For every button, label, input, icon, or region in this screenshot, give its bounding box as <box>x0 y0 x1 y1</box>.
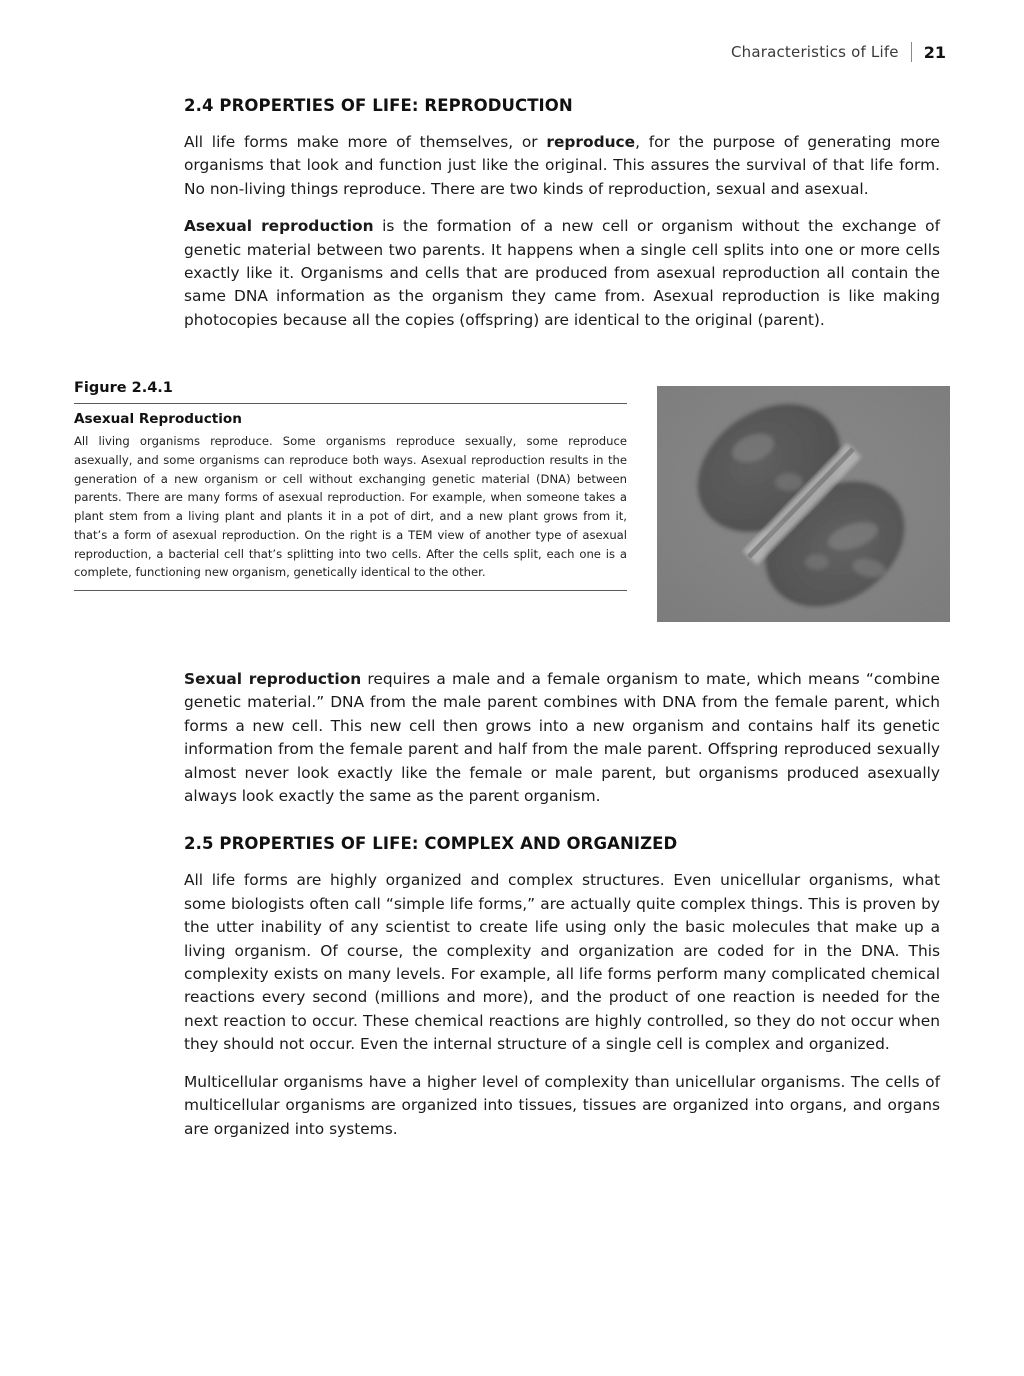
term-sexual-reproduction: Sexual reproduction <box>184 670 362 688</box>
paragraph-text-before: All life forms make more of themselves, or <box>184 133 547 151</box>
figure-rule-top <box>74 403 627 404</box>
section-complex-and-organized <box>184 668 940 1155</box>
paragraph-sexual-reproduction <box>184 668 940 808</box>
page-number: 21 <box>923 42 946 62</box>
paragraph-multicellular-organisms: Multicellular organisms have a higher level of complexity than unicellular organisms. The cells of multicellular organisms are organized into tissues, tissues are organized into organs, and organs are organized into systems. <box>184 1072 940 1138</box>
figure-caption-column <box>74 380 627 591</box>
term-asexual-reproduction: Asexual reproduction <box>184 217 374 236</box>
paragraph-sexual-text: requires a male and a female organism to mate, which means “combine genetic material.” DNA from the male parent combines with DNA from the female parent, which forms a new cell. This new cell then grows into a new organism and contains half its genetic information from the female parent and half from the male parent. Offspring reproduced sexually almost never look exactly like the female or male parent, but organisms produced asexually always look exactly the same as the parent organism. <box>184 670 940 806</box>
figure-label: Figure 2.4.1 <box>74 380 173 396</box>
paragraph-asexual-reproduction <box>184 215 940 332</box>
figure-image-bacterial-cell-tem <box>657 386 950 622</box>
term-reproduce: reproduce <box>546 133 636 151</box>
section-heading-2-4: 2.4 PROPERTIES OF LIFE: REPRODUCTION <box>184 96 573 115</box>
running-head-title: Characteristics of Life <box>730 43 899 61</box>
figure-caption-text: All living organisms reproduce. Some organisms reproduce sexually, some reproduce asexually, and some organisms can reproduce both ways. Asexual reproduction results in the generation of a new organism or cell without exchanging genetic material (DNA) between parents. There are many forms of asexual reproduction. For example, when someone takes a plant stem from a living plant and plants it in a pot of dirt, and a new plant grows from it, that’s a form of asexual reproduction. On the right is a TEM view of another type of asexual reproduction, a bacterial cell that’s splitting into two cells. After the cells split, each one is a complete, functioning new organism, genetically identical to the other. <box>74 434 627 580</box>
paragraph-asexual-text: is the formation of a new cell or organism without the exchange of genetic material between two parents. It happens when a single cell splits into one or more cells exactly like it. Organisms and cells that are produced from asexual reproduction all contain the same DNA information as the organism they came from. Asexual reproduction is like making photocopies because all the copies (offspring) are identical to the original (parent). <box>184 217 940 329</box>
running-head-divider <box>911 42 912 62</box>
figure-title: Asexual Reproduction <box>74 411 242 427</box>
section-reproduction <box>184 96 940 346</box>
running-head <box>731 42 946 62</box>
paragraph-life-forms-reproduce <box>184 131 940 201</box>
figure-rule-bottom <box>74 590 627 591</box>
paragraph-complex-structures: All life forms are highly organized and complex structures. Even unicellular organisms, what some biologists often call “simple life forms,” are actually quite complex things. This is proven by the utter inability of any scientist to create life using only the basic molecules that make up a living organism. Of course, the complexity and organization are coded for in the DNA. This complexity exists on many levels. For example, all life forms perform many complicated chemical reactions every second (millions and more), and the product of one reaction is needed for the next reaction to occur. These chemical reactions are highly controlled, so they do not occur when they should not occur. Even the internal structure of a single cell is complex and organized. <box>184 871 940 1054</box>
paragraph-text-after: , for the purpose of generating more organisms that look and function just like the original. This assures the survival of that life form. No non-living things reproduce. There are two kinds of reproduction, sexual and asexual. <box>184 133 940 198</box>
tem-micrograph-illustration <box>657 386 950 622</box>
section-heading-2-5: 2.5 PROPERTIES OF LIFE: COMPLEX AND ORGANIZED <box>184 834 678 854</box>
